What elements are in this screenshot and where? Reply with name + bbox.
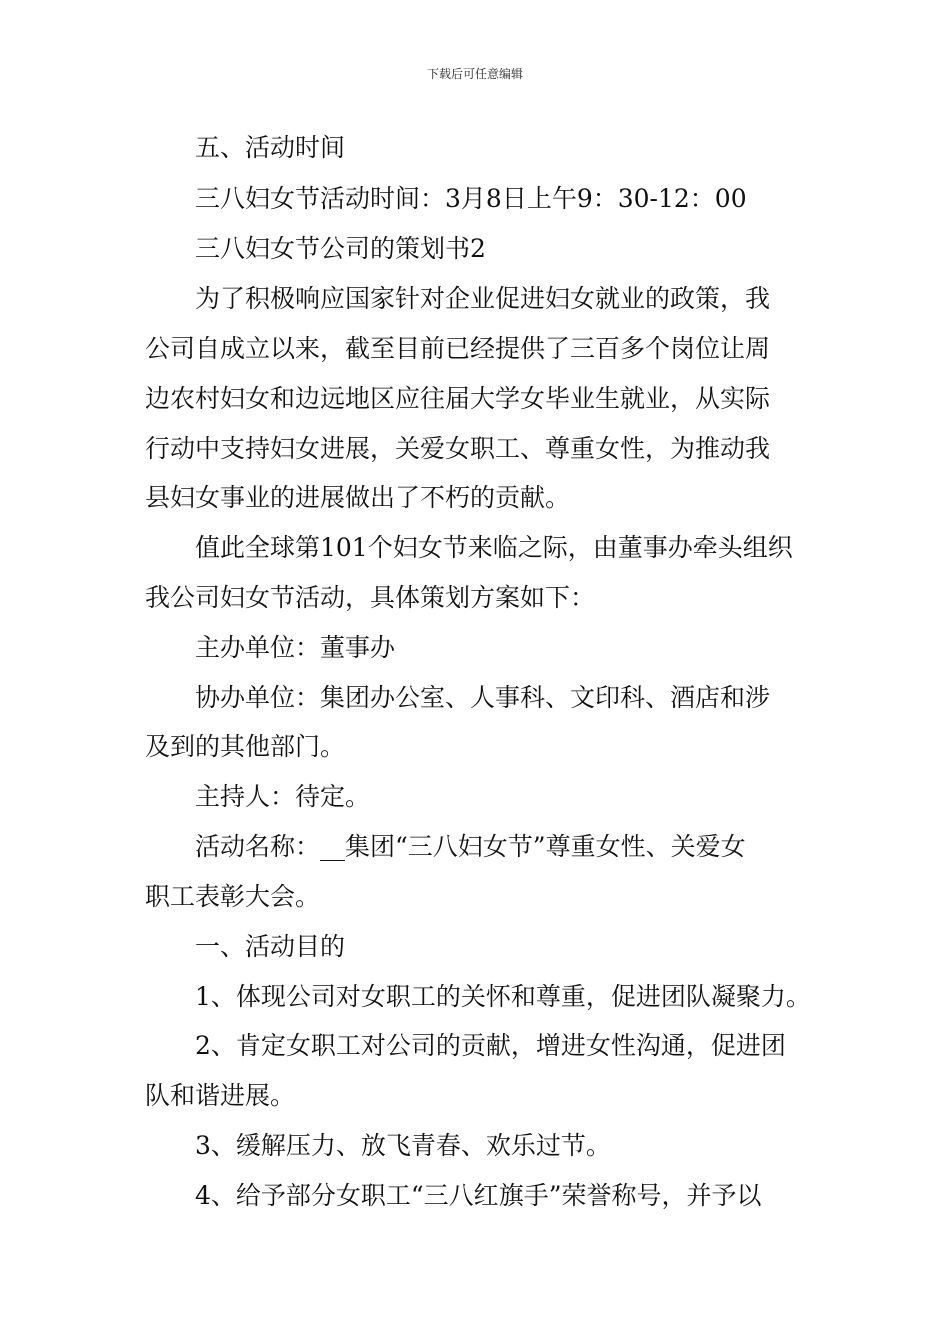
list-item: 2、肯定女职工对公司的贡献，增进女性沟通，促进团 bbox=[195, 1031, 786, 1060]
document-subtitle: 三八妇女节公司的策划书2 bbox=[195, 234, 486, 263]
paragraph-line: 主办单位：董事办 bbox=[195, 633, 396, 662]
list-item: 3、缓解压力、放飞青春、欢乐过节。 bbox=[195, 1131, 611, 1160]
list-item: 4、给予部分女职工“三八红旗手”荣誉称号，并予以 bbox=[195, 1181, 762, 1210]
paragraph-line: 为了积极响应国家针对企业促进妇女就业的政策，我 bbox=[195, 284, 771, 313]
paragraph-line: 行动中支持妇女进展，关爱女职工、尊重女性，为推动我 bbox=[145, 434, 771, 463]
paragraph-line: 协办单位：集团办公室、人事科、文印科、酒店和涉 bbox=[195, 683, 771, 712]
section-heading: 一、活动目的 bbox=[195, 932, 346, 961]
paragraph-line: 县妇女事业的进展做出了不朽的贡献。 bbox=[145, 483, 571, 512]
paragraph-line: 及到的其他部门。 bbox=[145, 732, 346, 761]
paragraph-line: 公司自成立以来，截至目前已经提供了三百多个岗位让周 bbox=[145, 334, 771, 363]
list-item: 1、体现公司对女职工的关怀和尊重，促进团队凝聚力。 bbox=[195, 982, 811, 1011]
paragraph-line: 活动名称：__集团“三八妇女节”尊重女性、关爱女 bbox=[195, 832, 746, 861]
paragraph-line: 职工表彰大会。 bbox=[145, 882, 321, 911]
list-item-continuation: 队和谐进展。 bbox=[145, 1081, 296, 1110]
paragraph-line: 我公司妇女节活动，具体策划方案如下： bbox=[145, 583, 596, 612]
paragraph-line: 三八妇女节活动时间：3月8日上午9：30-12：00 bbox=[195, 184, 747, 213]
page-header-note: 下载后可任意编辑 bbox=[426, 67, 523, 81]
paragraph-line: 主持人：待定。 bbox=[195, 782, 371, 811]
paragraph-line: 值此全球第101个妇女节来临之际，由董事办牵头组织 bbox=[195, 533, 793, 562]
paragraph-line: 边农村妇女和边远地区应往届大学女毕业生就业，从实际 bbox=[145, 384, 771, 413]
section-heading: 五、活动时间 bbox=[195, 133, 346, 162]
